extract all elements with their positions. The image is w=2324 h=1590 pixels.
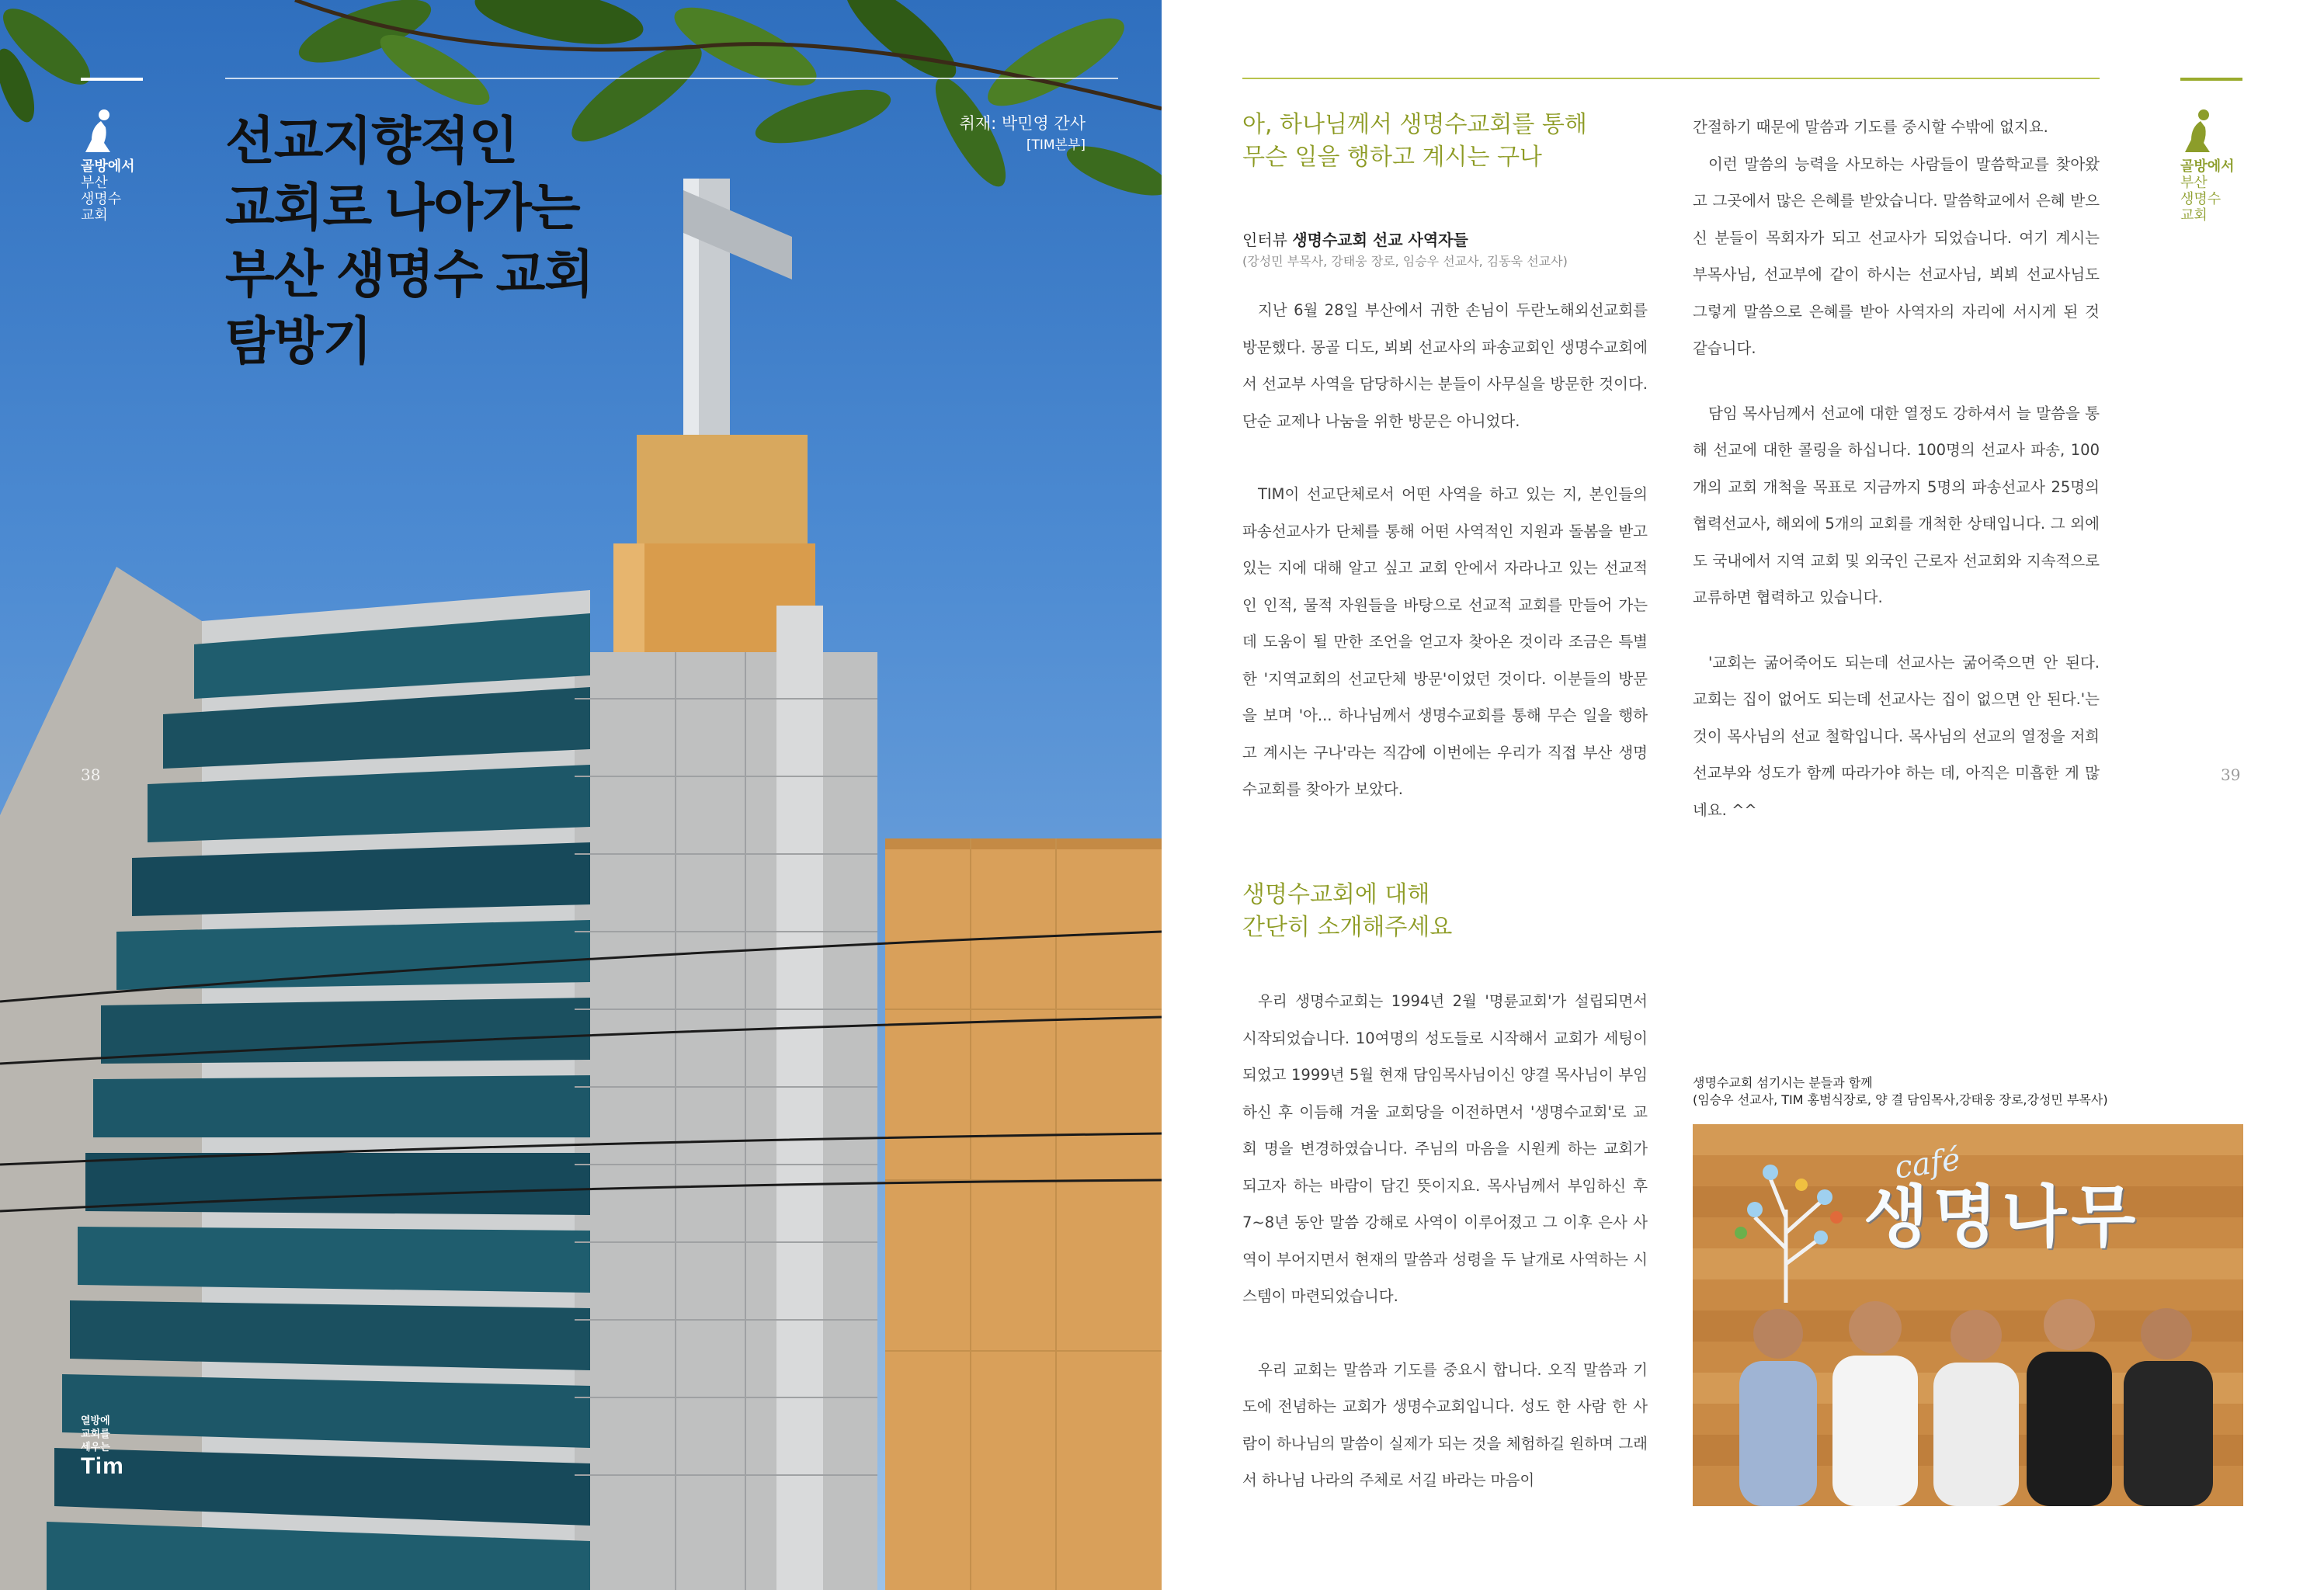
- photo-caption-title: 생명수교회 섬기시는 분들과 함께: [1693, 1075, 1873, 1090]
- title-line: 선교지향적인: [225, 112, 518, 169]
- left-header-accent-bar: [81, 78, 143, 81]
- subheading: 생명수교회에 대해: [1242, 881, 1430, 908]
- column-2-body: [1693, 109, 2100, 828]
- section-tag-line: 생명수: [81, 191, 122, 207]
- tim-logo: [81, 1415, 135, 1479]
- paragraph: 담임 목사님께서 선교에 대한 열정도 강하셔서 늘 말씀을 통해 선교에 대한 콜링을 하십니다. 100명의 선교사 파송, 100개의 교회 개척을 목표로 지금까지 5명의 파송선교사 25명의 협력선교사, 해외에 5개의 교회를 개척한 상태입니다. 그 외에도 국내에서 지역 교회 및 외국인 근로자 선교회와 지속적으로 교류하면 협력하고 있습니다.: [1693, 404, 2100, 606]
- page-number-right: 39: [2221, 765, 2241, 784]
- paragraph: 이런 말씀의 능력을 사모하는 사람들이 말씀학교를 찾아왔고 그곳에서 많은 은혜를 받았습니다. 말씀학교에서 은혜 받으신 분들이 목회자가 되고 선교사가 되었습니다. 여기 계시는 부목사님, 선교부에 같이 하시는 선교사님, 뵈뵈 선교사님도 그렇게 말씀으로 은혜를 받아 사역자의 자리에 서시게 된 것 같습니다.: [1693, 154, 2100, 357]
- photo-caption-names: (임승우 선교사, TIM 홍범식장로, 양 결 담임목사,강태웅 장로,강성민 부목사): [1693, 1092, 2108, 1107]
- paragraph: '교회는 굶어죽어도 되는데 선교사는 굶어죽으면 안 된다. 교회는 집이 없어도 되는데 선교사는 집이 없으면 안 된다.'는 것이 목사님의 선교 철학입니다. 목사님의 선교의 열정을 저희 선교부와 성도가 함께 따라가야 하는 데, 아직은 미흡한 게 많네요. ^^: [1693, 653, 2100, 819]
- paragraph: 간절하기 때문에 말씀과 기도를 중시할 수밖에 없지요.: [1693, 118, 2048, 136]
- left-header-rule: [225, 78, 1118, 79]
- section-tag-line: 골방에서: [81, 158, 135, 175]
- paragraph: 우리 교회는 말씀과 기도를 중요시 합니다. 오직 말씀과 기도에 전념하는 교회가 생명수교회입니다. 성도 한 사람 한 사람이 하나님의 말씀이 실제가 되는 것을 체험하길 원하며 그래서 하나님 나라의 주체로 서길 바라는 마음이: [1242, 1360, 1648, 1489]
- column-1-top: [1242, 109, 1648, 174]
- subheading: 무슨 일을 행하고 계시는 구나: [1242, 144, 1542, 171]
- photo-caption: [1693, 1074, 2243, 1109]
- byline-reporter: 취재: 박민영 간사: [959, 114, 1086, 133]
- orange-annex: [885, 838, 1162, 1590]
- page-number-left: 38: [81, 765, 101, 784]
- byline: [960, 112, 1086, 155]
- cafe-sign-name: 생명나무: [1864, 1179, 2141, 1256]
- logo-line: 열방에: [81, 1415, 110, 1427]
- column-1-subhead-2: [1242, 879, 1648, 944]
- title-line: 교회로 나아가는: [225, 179, 580, 236]
- section-tag-line: 부산: [81, 175, 108, 191]
- right-section-tag: [2180, 109, 2274, 224]
- section-tag-line: 골방에서: [2180, 158, 2235, 175]
- section-tag-line: 교회: [2180, 207, 2208, 224]
- paragraph: 우리 생명수교회는 1994년 2월 '명륜교회'가 설립되면서 시작되었습니다. 10여명의 성도들로 시작해서 교회가 세팅이 되었고 1999년 5월 현재 담임목사님이신 양결 목사님이 부임하신 후 이듬해 겨울 교회당을 이전하면서 '생명수교회'로 교회 명을 변경하였습니다. 주님의 마음을 시원케 하는 교회가 되고자 하는 바람이 담긴 뜻이지요. 목사님께서 부임하신 후 7~8년 동안 말씀 강해로 사역이 이루어졌고 그 이후 은사 사역이 부어지면서 현재의 말씀과 성령을 두 날개로 사역하는 시스템이 마련되었습니다.: [1242, 992, 1648, 1305]
- cafe-sign-script: café: [1892, 1141, 1963, 1186]
- left-section-tag: [81, 109, 174, 224]
- group-photo: [1693, 1124, 2243, 1506]
- right-header-rule: [1242, 78, 2100, 79]
- column-1-body-2: [1242, 983, 1648, 1499]
- paragraph: 지난 6월 28일 부산에서 귀한 손님이 두란노해외선교회를 방문했다. 몽골 디도, 뵈뵈 선교사의 파송교회인 생명수교회에서 선교부 사역을 담당하시는 분들이 사무실을 방문한 것이다. 단순 교제나 나눔을 위한 방문은 아니었다.: [1242, 301, 1648, 430]
- praying-person-icon: [2180, 109, 2215, 155]
- logo-line: 세우는: [81, 1442, 110, 1453]
- subheading: 간단히 소개해주세요: [1242, 914, 1453, 941]
- interview-names: (강성민 부목사, 강태웅 장로, 임승우 선교사, 김동욱 선교사): [1242, 254, 1568, 269]
- logo-line: 교회를: [81, 1429, 110, 1440]
- byline-department: [TIM본부]: [1026, 137, 1086, 153]
- section-tag-line: 교회: [81, 207, 108, 224]
- title-line: 탐방기: [225, 312, 372, 370]
- interview-title: 생명수교회 선교 사역자들: [1292, 231, 1468, 249]
- paragraph: TIM이 선교단체로서 어떤 사역을 하고 있는 지, 본인들의 파송선교사가 단체를 통해 어떤 사역적인 지원과 돌봄을 받고 있는 지에 대해 알고 싶고 교회 안에서 자라나고 있는 선교적인 인적, 물적 자원들을 바탕으로 선교적 교회를 만들어 가는데 도움이 될 만한 조언을 얻고자 찾아온 것이라 조금은 특별한 '지역교회의 선교단체 방문'이었던 것이다. 이분들의 방문을 보며 '아... 하나님께서 생명수교회를 통해 무슨 일을 행하고 계시는 구나'라는 직감에 이번에는 우리가 직접 부산 생명수교회를 찾아가 보았다.: [1242, 485, 1648, 798]
- article-title: [225, 107, 769, 374]
- praying-person-icon: [81, 109, 115, 155]
- section-tag-line: 생명수: [2180, 191, 2222, 207]
- interview-prefix: 인터뷰: [1242, 231, 1287, 249]
- right-header-accent-bar: [2180, 78, 2242, 81]
- section-tag-line: 부산: [2180, 175, 2208, 191]
- interview-header: [1242, 228, 1648, 272]
- subheading: 아, 하나님께서 생명수교회를 통해: [1242, 111, 1587, 138]
- logo-brand: Tim: [81, 1453, 124, 1479]
- title-line: 부산 생명수 교회: [225, 245, 593, 303]
- column-1-body: [1242, 292, 1648, 808]
